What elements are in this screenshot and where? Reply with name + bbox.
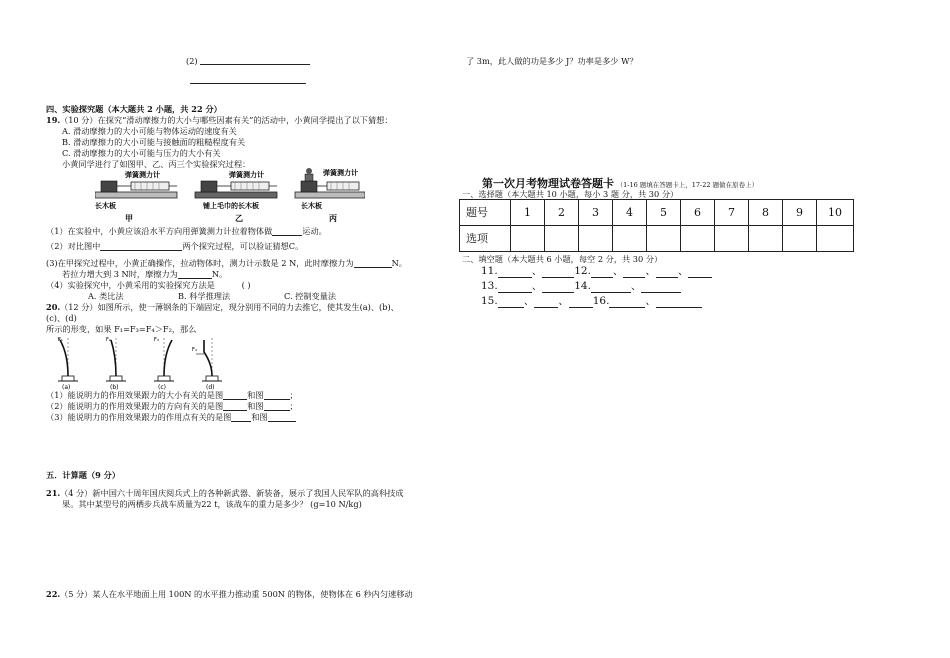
fill-blank-15-3[interactable] bbox=[569, 298, 593, 308]
answer-table-row-label: 选项 bbox=[460, 226, 511, 252]
answer-cell[interactable] bbox=[511, 226, 545, 252]
answer-cell[interactable] bbox=[715, 226, 749, 252]
fill-blank-12-3[interactable] bbox=[656, 268, 678, 278]
answer-table-number: 1 bbox=[511, 200, 545, 226]
strip-c bbox=[154, 337, 174, 390]
answer-table-option-row bbox=[460, 226, 854, 252]
answer-cell[interactable] bbox=[817, 226, 854, 252]
q19-part1 bbox=[46, 226, 327, 236]
board-label-jia: 长木板 bbox=[95, 202, 116, 210]
q19-option-b: B. 滑动摩擦力的大小可能与接触面的粗糙程度有关 bbox=[62, 137, 246, 147]
fill-label-13: 13. bbox=[481, 280, 498, 292]
fill-blank-13-2[interactable] bbox=[542, 283, 574, 293]
fill-label-11: 11. bbox=[481, 265, 498, 277]
q19-part3a-text: (3)在甲探究过程中，小黄正确操作，拉动物体时，测力计示数是 2 N，此时摩擦力为 bbox=[46, 258, 354, 268]
answer-table-number: 2 bbox=[545, 200, 579, 226]
answer-table-number: 8 bbox=[749, 200, 783, 226]
fill-blank-12-2[interactable] bbox=[623, 268, 645, 278]
q19-option-c: C. 滑动摩擦力的大小可能与压力的大小有关 bbox=[62, 148, 221, 158]
answer-table-number: 6 bbox=[681, 200, 715, 226]
fill-row-3 bbox=[481, 295, 702, 308]
answer-table-number: 3 bbox=[579, 200, 613, 226]
friction-experiment-figure bbox=[95, 166, 365, 224]
answer-cell[interactable] bbox=[545, 226, 579, 252]
q20-part3-text: （3）能说明力的作用效果跟力的作用点有关的是图 bbox=[46, 412, 232, 422]
fill-blank-14-2[interactable] bbox=[641, 283, 681, 293]
q20-stem-line2: (c)、(d) bbox=[46, 313, 77, 323]
steel-strip-figure bbox=[58, 334, 238, 390]
mc-section-title: 一、选择题（本大题共 10 小题，每小 3 题 分，共 30 分） bbox=[462, 189, 679, 199]
q19-part2-tail: 两个探究过程，可以验证猜想C。 bbox=[182, 241, 304, 251]
q19-part4 bbox=[46, 280, 251, 290]
sep: 、 bbox=[531, 265, 543, 277]
q19-part4-paren[interactable]: ( ) bbox=[241, 280, 251, 290]
force-label-f2: F₂ bbox=[106, 337, 111, 343]
q19-part2 bbox=[46, 241, 303, 251]
answer-table-head: 题号 bbox=[460, 200, 511, 226]
q19-intro: 小黄同学进行了如图甲、乙、丙三个实验探究过程： bbox=[62, 159, 251, 169]
q20-number: 20. bbox=[46, 302, 61, 312]
q20-part2 bbox=[46, 401, 298, 411]
answer-table-number: 10 bbox=[817, 200, 854, 226]
fill-blank-14-1[interactable] bbox=[591, 283, 631, 293]
section4-title: 四、实验探究题（本大题共 2 小题，共 22 分） bbox=[46, 104, 222, 114]
q22-line1: （5 分）某人在水平地面上用 100N 的水平推力推动重 500N 的物体，使物体在 6 秒内匀速移动 bbox=[60, 589, 413, 599]
fill-blank-12-4[interactable] bbox=[688, 268, 712, 278]
q22-number: 22. bbox=[46, 589, 61, 599]
q20-stem-line1: （12 分）如图所示，使一薄钢条的下端固定，现分别用不同的力去推它，使其发生(a)、(b)、 bbox=[60, 302, 399, 312]
strip-label-c: (c) bbox=[158, 384, 166, 390]
strip-a bbox=[58, 337, 78, 390]
q20-stem-line3: 所示的形变，如果 F₁=F₃=F₄＞F₂，那么 bbox=[46, 324, 197, 334]
q20-part1-blank2[interactable] bbox=[264, 390, 290, 400]
q19-stem: （10 分）在探究“滑动摩擦力的大小与哪些因素有关”的活动中，小黄同学提出了以下猜想： bbox=[60, 115, 393, 125]
q20-part3-blank1[interactable] bbox=[231, 412, 251, 422]
answer-table-number: 7 bbox=[715, 200, 749, 226]
q19-part3b-text: 若拉力增大到 3 N时，摩擦力为 bbox=[62, 269, 178, 279]
strip-label-a: (a) bbox=[62, 384, 71, 390]
answer-card-note: （1-16 题填在答题卡上，17-22 题做在原卷上） bbox=[616, 181, 759, 189]
q19-part1-blank[interactable] bbox=[272, 226, 302, 236]
sep: 、 bbox=[677, 265, 689, 277]
q19-part4-option-c: C. 控制变量法 bbox=[284, 291, 337, 301]
q19-part3b-blank[interactable] bbox=[178, 269, 212, 279]
q20-part2-text: （2）能说明力的作用效果跟力的方向有关的是图 bbox=[46, 401, 224, 411]
q20-part1-text: （1）能说明力的作用效果跟力的大小有关的是图 bbox=[46, 390, 224, 400]
q20-part2-blank1[interactable] bbox=[223, 401, 247, 411]
answer-table-number: 4 bbox=[613, 200, 647, 226]
q20-part1-mid: 和图 bbox=[247, 390, 264, 400]
fill-blank-11-2[interactable] bbox=[542, 268, 574, 278]
q19-part2-blank[interactable] bbox=[100, 241, 182, 251]
q20-part3 bbox=[46, 412, 296, 422]
fig-label-bing: 丙 bbox=[329, 214, 337, 223]
setup-yi bbox=[195, 170, 277, 210]
section5-title: 五．计算题（9 分） bbox=[46, 470, 121, 480]
fill-blank-16-1[interactable] bbox=[609, 298, 645, 308]
q18-item2-label: (2) bbox=[186, 56, 198, 66]
q21-line2: 果。其中某型号的两栖步兵战车质量为22 t，该战车的重力是多少？ (g=10 N/kg) bbox=[62, 499, 362, 509]
fill-blank-15-2[interactable] bbox=[534, 298, 558, 308]
q19-part3b bbox=[62, 269, 227, 279]
sep: 、 bbox=[523, 295, 535, 307]
answer-cell[interactable] bbox=[579, 226, 613, 252]
force-label-f1: F₁ bbox=[58, 337, 63, 343]
strip-label-d: (d) bbox=[206, 384, 215, 390]
fill-blank-13-1[interactable] bbox=[498, 283, 532, 293]
fill-label-15: 15. bbox=[481, 295, 498, 307]
q19-part3a-blank[interactable] bbox=[354, 258, 392, 268]
q19-part4-option-a: A. 类比法 bbox=[88, 291, 124, 301]
q20-part2-blank2[interactable] bbox=[264, 401, 290, 411]
strip-b bbox=[106, 337, 126, 390]
q20-part2-mid: 和图 bbox=[247, 401, 264, 411]
sep: 、 bbox=[645, 295, 656, 307]
q20-part1-blank1[interactable] bbox=[223, 390, 247, 400]
answer-cell[interactable] bbox=[613, 226, 647, 252]
fill-row-2 bbox=[481, 280, 681, 293]
q20-part1 bbox=[46, 390, 298, 400]
answer-cell[interactable] bbox=[647, 226, 681, 252]
fill-label-16: 16. bbox=[592, 295, 610, 307]
q19-part1-tail: 运动。 bbox=[302, 226, 327, 236]
q19-part4-text: （4）实验探究中，小黄采用的实验探究方法是 bbox=[46, 280, 215, 290]
force-label-f4: F₄ bbox=[192, 347, 197, 353]
q19-part1-text: （1）在实验中，小黄应该沿水平方向用弹簧测力计拉着物体做 bbox=[46, 226, 273, 236]
fill-row-1 bbox=[481, 265, 712, 278]
setup-jia bbox=[95, 170, 177, 210]
fig-label-jia: 甲 bbox=[125, 214, 133, 223]
q21-line1: （4 分）新中国六十周年国庆阅兵式上的各种新武器、新装备，展示了我国人民军队的高科技成 bbox=[60, 488, 404, 498]
answer-table-header-row bbox=[460, 200, 854, 226]
fill-blank-16-2[interactable] bbox=[656, 298, 702, 308]
q22-continuation: 了 3m，此人做的功是多少 J？功率是多少 W？ bbox=[466, 56, 638, 66]
q19-part3a bbox=[46, 258, 407, 268]
q19-number: 19. bbox=[46, 115, 61, 125]
q19-part3a-tail: N。 bbox=[391, 258, 407, 268]
answer-table-number: 9 bbox=[783, 200, 817, 226]
fill-section-title: 二、填空题（本大题共 6 小题，每空 2 分，共 30 分） bbox=[462, 254, 663, 264]
strip-label-b: (b) bbox=[110, 384, 119, 390]
q19-part4-option-b: B. 科学推理法 bbox=[178, 291, 231, 301]
fill-blank-15-1[interactable] bbox=[498, 298, 524, 308]
q19-part3b-tail: N。 bbox=[211, 269, 228, 279]
sep: 、 bbox=[612, 265, 624, 277]
answer-table-number: 5 bbox=[647, 200, 681, 226]
q19-option-a: A. 滑动摩擦力的大小可能与物体运动的速度有关 bbox=[62, 126, 237, 136]
q20-part3-mid: 和图 bbox=[251, 412, 268, 422]
q21-number: 21. bbox=[46, 488, 61, 498]
fill-label-12: 12. bbox=[574, 265, 591, 277]
setup-bing bbox=[295, 168, 365, 210]
q20-part3-blank2[interactable] bbox=[268, 412, 296, 422]
sep: 、 bbox=[558, 295, 569, 307]
answer-card-title: 第一次月考物理试卷答题卡 bbox=[482, 177, 614, 190]
fill-blank-11-1[interactable] bbox=[498, 268, 532, 278]
force-label-f3: F₃ bbox=[154, 337, 159, 343]
answer-cell[interactable] bbox=[681, 226, 715, 252]
answer-cell[interactable] bbox=[783, 226, 817, 252]
strip-d bbox=[192, 338, 222, 390]
fig-label-yi: 乙 bbox=[235, 214, 243, 223]
sep: 、 bbox=[630, 280, 642, 292]
spring-scale-label-jia: 弹簧测力计 bbox=[125, 171, 160, 179]
spring-scale-label-bing: 弹簧测力计 bbox=[323, 169, 358, 177]
answer-table bbox=[459, 199, 854, 252]
sep: 、 bbox=[531, 280, 543, 292]
fill-label-14: 14. bbox=[574, 280, 591, 292]
towel-board-label: 铺上毛巾的长木板 bbox=[203, 202, 259, 210]
q19-part2-text: （2）对比图中 bbox=[46, 241, 101, 251]
spring-scale-label-yi: 弹簧测力计 bbox=[229, 171, 264, 179]
board-label-bing: 长木板 bbox=[301, 202, 322, 210]
q18-answer-line-2 bbox=[190, 83, 306, 84]
q20-part1-tail: ； bbox=[289, 390, 298, 400]
q20-part2-tail: ； bbox=[289, 401, 298, 411]
q18-answer-line-1 bbox=[200, 64, 310, 65]
sep: 、 bbox=[645, 265, 656, 277]
fill-blank-12-1[interactable] bbox=[591, 268, 613, 278]
answer-cell[interactable] bbox=[749, 226, 783, 252]
